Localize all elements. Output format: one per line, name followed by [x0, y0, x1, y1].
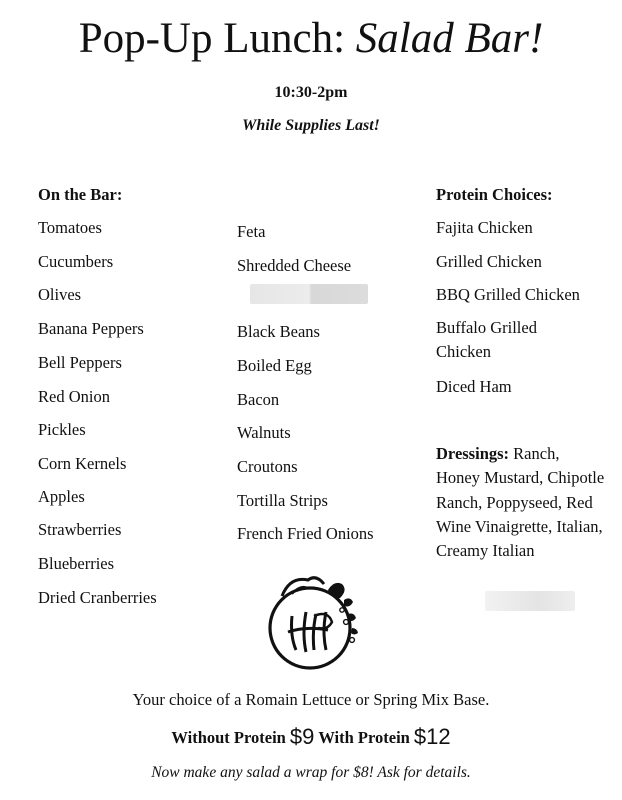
redacted-item [250, 284, 368, 304]
price-line [0, 724, 622, 750]
bar-item: Banana Peppers [38, 319, 144, 338]
title-italic: Salad Bar! [355, 15, 544, 62]
with-protein-price: $12 [413, 724, 451, 749]
bar-item: Cucumbers [38, 252, 114, 271]
bar-item: Dried Cranberries [38, 588, 157, 607]
bar-item: Apples [38, 487, 85, 506]
dressings-label: Dressings: [436, 444, 510, 463]
bar-item: Croutons [237, 457, 298, 476]
dressings-block [436, 442, 606, 563]
bar-item: Bacon [237, 390, 280, 409]
protein-item: Diced Ham [436, 377, 512, 396]
protein-item: Grilled Chicken [436, 252, 542, 271]
bar-item: Black Beans [237, 322, 320, 341]
bar-item: Red Onion [38, 387, 110, 406]
base-note: Your choice of a Romain Lettuce or Spring Mix Base. [132, 690, 490, 709]
bar-item: Strawberries [38, 520, 122, 539]
bar-item: Shredded Cheese [237, 256, 352, 275]
bar-item: Bell Peppers [38, 353, 122, 372]
protein-heading: Protein Choices: [436, 185, 553, 204]
with-protein-label: With Protein [318, 728, 410, 747]
hours: 10:30-2pm [274, 84, 348, 101]
bar-item: Feta [237, 222, 266, 241]
wrap-note: Now make any salad a wrap for $8! Ask for details. [151, 764, 471, 781]
supplies-note: While Supplies Last! [242, 117, 380, 134]
bar-item: Corn Kernels [38, 454, 127, 473]
on-the-bar-heading: On the Bar: [38, 185, 123, 204]
protein-item: Buffalo Grilled Chicken [436, 318, 537, 361]
bar-item: French Fried Onions [237, 524, 374, 543]
title-plain: Pop-Up Lunch: [78, 15, 356, 62]
bar-item: Olives [38, 285, 82, 304]
protein-item: Fajita Chicken [436, 218, 533, 237]
bar-item: Boiled Egg [237, 356, 312, 375]
without-protein-label: Without Protein [171, 728, 286, 747]
dressings-list: Ranch, Honey Mustard, Chipotle Ranch, Poppyseed, Red Wine Vinaigrette, Italian, Creamy Italian [436, 444, 605, 561]
bar-item: Walnuts [237, 423, 291, 442]
bar-item: Tomatoes [38, 218, 102, 237]
bar-item: Pickles [38, 420, 86, 439]
bar-item: Blueberries [38, 554, 115, 573]
without-protein-price: $9 [289, 724, 315, 749]
protein-item: BBQ Grilled Chicken [436, 285, 580, 304]
page-title [0, 12, 622, 66]
bar-item: Tortilla Strips [237, 491, 328, 510]
hh-monogram-logo-icon [262, 570, 366, 674]
redacted-dressing [485, 591, 575, 611]
